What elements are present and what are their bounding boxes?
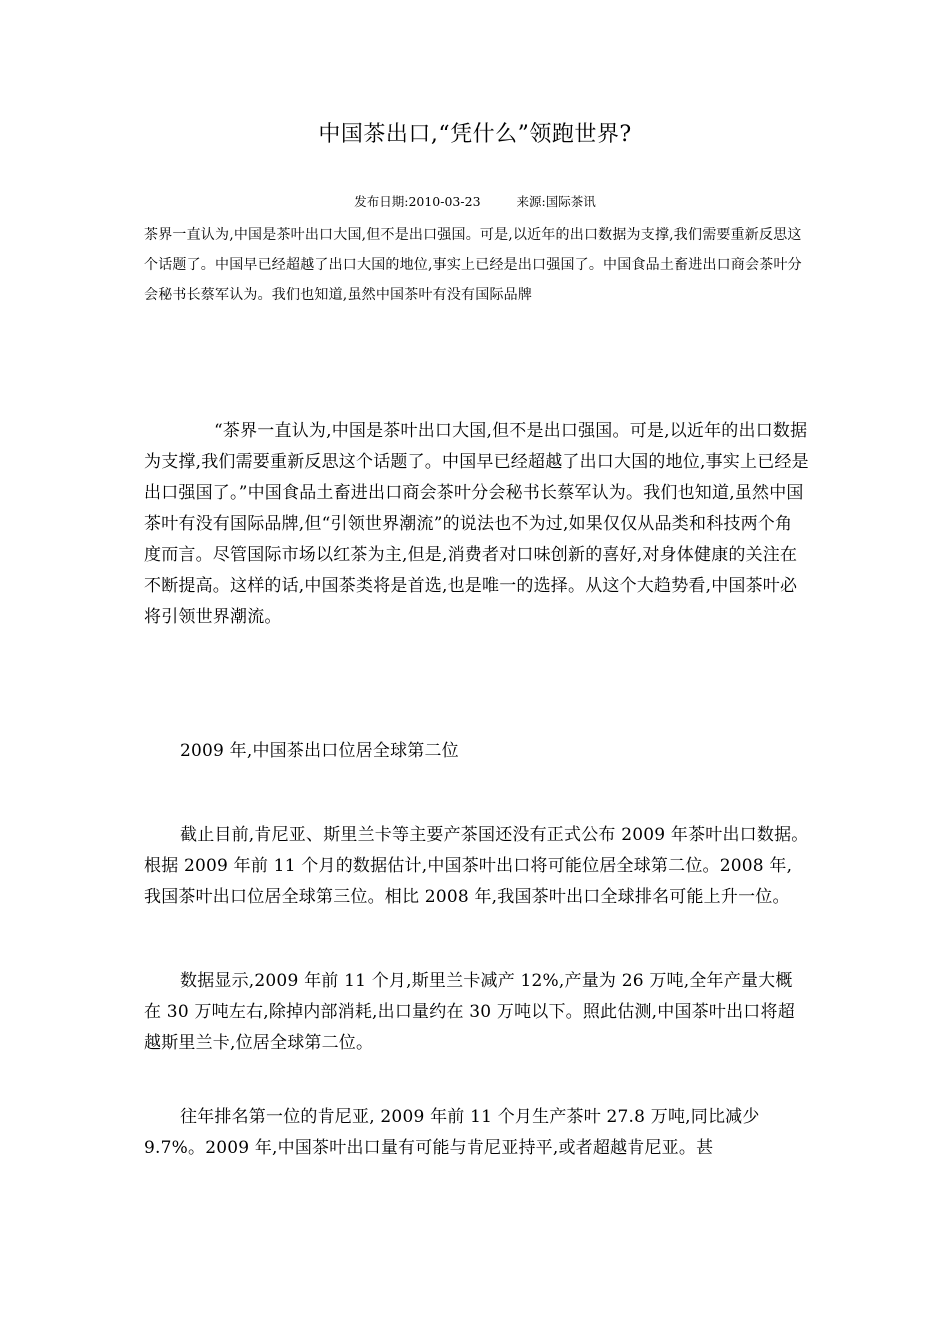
body-paragraph-2: 截止目前,肯尼亚、斯里兰卡等主要产茶国还没有正式公布 2009 年茶叶出口数据。根据 2009 年前 11 个月的数据估计,中国茶叶出口将可能位居全球第二位。2008 年,我国茶叶出口位居全球第三位。相比 2008 年,我国茶叶出口全球排名可能上升一位。 [144, 825, 809, 907]
body-paragraph-3: 数据显示,2009 年前 11 个月,斯里兰卡减产 12%,产量为 26 万吨,全年产量大概在 30 万吨左右,除掉内部消耗,出口量约在 30 万吨以下。照此估测,中国茶叶出口将超越斯里兰卡,位居全球第二位。 [144, 971, 795, 1053]
article-meta [0, 192, 950, 212]
article-title: 中国茶出口,“凭什么”领跑世界? [318, 122, 632, 147]
publish-date: 发布日期:2010-03-23 [354, 194, 481, 209]
section-heading: 2009 年,中国茶出口位居全球第二位 [180, 741, 459, 761]
article-source: 来源:国际茶讯 [516, 194, 596, 209]
body-paragraph-1: “茶界一直认为,中国是茶叶出口大国,但不是出口强国。可是,以近年的出口数据为支撑,我们需要重新反思这个话题了。中国早已经超越了出口大国的地位,事实上已经是出口强国了。”中国食品土畜进出口商会茶叶分会秘书长蔡军认为。我们也知道,虽然中国茶叶有没有国际品牌,但“引领世界潮流”的说法也不为过,如果仅仅从品类和科技两个角度而言。尽管国际市场以红茶为主,但是,消费者对口味创新的喜好,对身体健康的关注在不断提高。这样的话,中国茶类将是首选,也是唯一的选择。从这个大趋势看,中国茶叶必将引领世界潮流。 [144, 421, 809, 627]
body-paragraph-4: 往年排名第一位的肯尼亚, 2009 年前 11 个月生产茶叶 27.8 万吨,同比减少 9.7%。2009 年,中国茶叶出口量有可能与肯尼亚持平,或者超越肯尼亚。甚 [144, 1107, 760, 1158]
article-summary: 茶界一直认为,中国是茶叶出口大国,但不是出口强国。可是,以近年的出口数据为支撑,我们需要重新反思这个话题了。中国早已经超越了出口大国的地位,事实上已经是出口强国了。中国食品土畜进出口商会茶叶分会秘书长蔡军认为。我们也知道,虽然中国茶叶有没有国际品牌 [144, 227, 802, 303]
